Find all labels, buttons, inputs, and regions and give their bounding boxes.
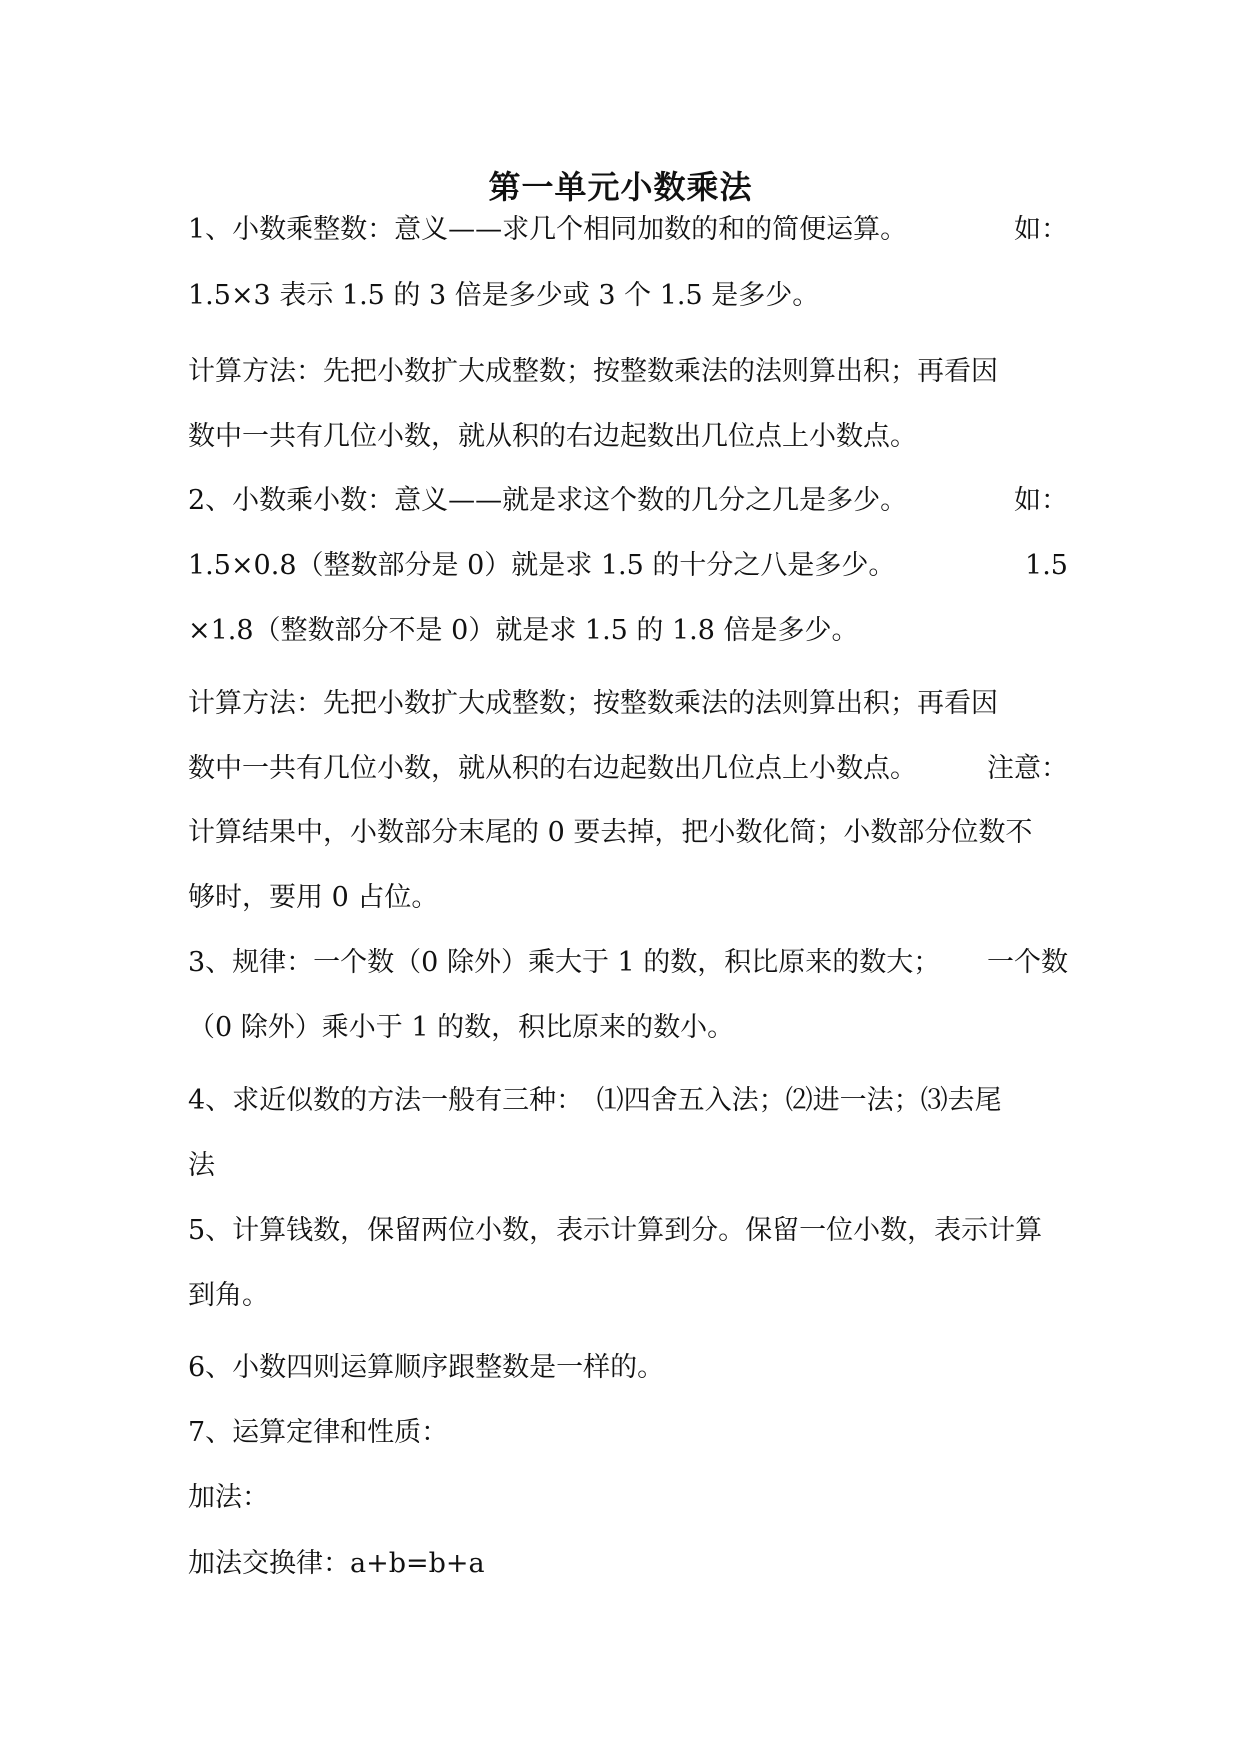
text-line-9	[188, 749, 1068, 789]
line-text: 1.5×0.8（整数部分是 0）就是求 1.5 的十分之八是多少。	[188, 550, 896, 581]
line-text: 2、小数乘小数：意义——就是求这个数的几分之几是多少。	[188, 485, 908, 516]
line-text: ×1.8（整数部分不是 0）就是求 1.5 的 1.8 倍是多少。	[188, 615, 859, 646]
text-line-11	[188, 878, 1068, 918]
line-text-right: 注意：	[987, 753, 1068, 784]
line-text: 4、求近似数的方法一般有三种： ⑴四舍五入法；⑵进一法；⑶去尾	[188, 1085, 1002, 1116]
text-line-21	[188, 1544, 1068, 1584]
text-line-4	[188, 417, 1068, 457]
text-line-2	[188, 276, 1068, 316]
line-text-right: 1.5	[1025, 550, 1068, 581]
text-line-3	[188, 352, 1068, 392]
text-line-6	[188, 546, 1068, 586]
line-text: 法	[188, 1150, 215, 1181]
line-text-right: 如：	[1014, 485, 1068, 516]
line-text-right: 如：	[1014, 214, 1068, 245]
line-text: 计算方法：先把小数扩大成整数；按整数乘法的法则算出积；再看因	[188, 688, 998, 719]
text-line-13	[188, 1008, 1068, 1048]
line-text: 6、小数四则运算顺序跟整数是一样的。	[188, 1352, 665, 1383]
line-text: 7、运算定律和性质：	[188, 1417, 449, 1448]
text-line-5	[188, 481, 1068, 521]
line-text: 计算方法：先把小数扩大成整数；按整数乘法的法则算出积；再看因	[188, 356, 998, 387]
text-line-15	[188, 1146, 1068, 1186]
text-line-17	[188, 1276, 1068, 1316]
line-text: 1.5×3 表示 1.5 的 3 倍是多少或 3 个 1.5 是多少。	[188, 280, 820, 311]
line-text: 够时，要用 0 占位。	[188, 882, 439, 913]
page-title: 第一单元小数乘法	[488, 168, 753, 206]
text-line-7	[188, 611, 1068, 651]
line-text: 5、计算钱数，保留两位小数，表示计算到分。保留一位小数，表示计算	[188, 1215, 1043, 1246]
line-text: 加法交换律：a+b=b+a	[188, 1548, 485, 1579]
text-line-20	[188, 1478, 1068, 1518]
line-text: （0 除外）乘小于 1 的数，积比原来的数小。	[188, 1012, 735, 1043]
line-text: 到角。	[188, 1280, 269, 1311]
line-text: 计算结果中，小数部分末尾的 0 要去掉，把小数化简；小数部分位数不	[188, 817, 1033, 848]
line-text: 1、小数乘整数：意义——求几个相同加数的和的简便运算。	[188, 214, 908, 245]
line-text: 3、规律：一个数（0 除外）乘大于 1 的数，积比原来的数大；	[188, 947, 941, 978]
line-text-right: 一个数	[987, 947, 1068, 978]
line-text: 数中一共有几位小数，就从积的右边起数出几位点上小数点。	[188, 421, 917, 452]
text-line-19	[188, 1413, 1068, 1453]
text-line-16	[188, 1211, 1068, 1251]
text-line-10	[188, 813, 1068, 853]
text-line-12	[188, 943, 1068, 983]
text-line-14	[188, 1081, 1068, 1121]
text-line-18	[188, 1348, 1068, 1388]
line-text: 加法：	[188, 1482, 269, 1513]
text-line-8	[188, 684, 1068, 724]
text-line-1	[188, 210, 1068, 250]
line-text: 数中一共有几位小数，就从积的右边起数出几位点上小数点。	[188, 753, 917, 784]
